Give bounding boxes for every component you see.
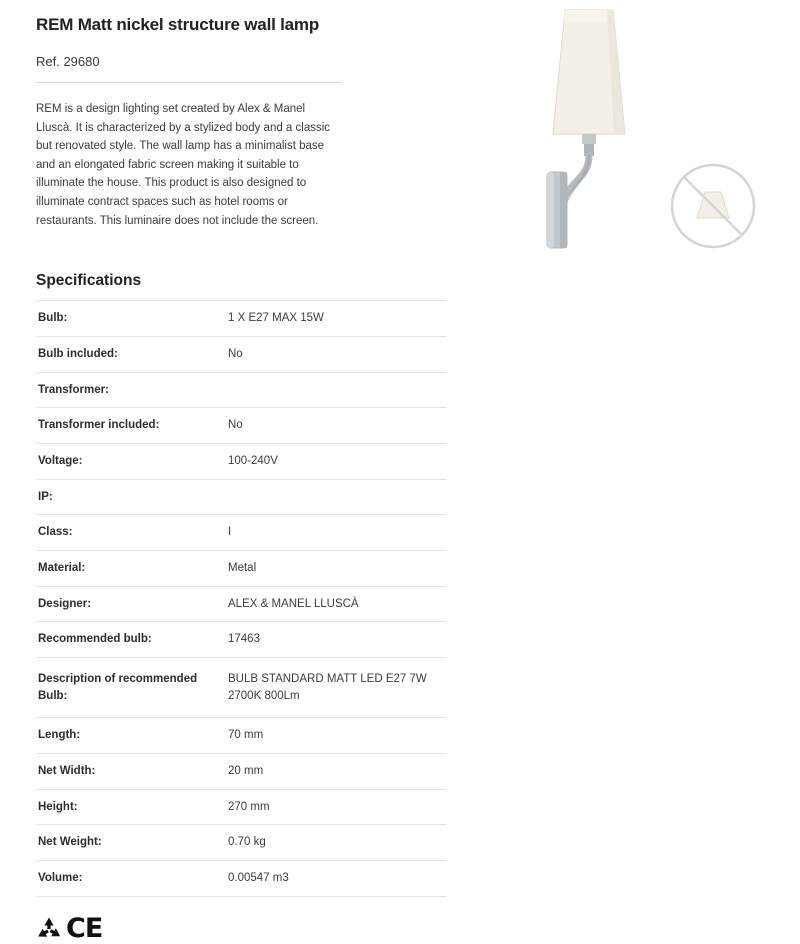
table-row	[36, 861, 446, 897]
spec-value: ALEX & MANEL LLUSCÀ	[228, 597, 359, 610]
specifications-table	[36, 300, 446, 896]
product-image-area	[462, 0, 782, 280]
spec-value: 1 X E27 MAX 15W	[228, 312, 324, 325]
spec-label: Class:	[38, 526, 73, 539]
spec-value: 20 mm	[228, 765, 264, 778]
spec-value	[228, 372, 446, 408]
table-row	[36, 336, 446, 372]
table-row	[36, 372, 446, 408]
recycle-icon	[36, 916, 62, 940]
spec-label: Transformer:	[38, 383, 109, 396]
table-row	[36, 515, 446, 551]
spec-label: Bulb:	[38, 312, 68, 325]
table-row	[36, 586, 446, 622]
page-title: REM Matt nickel structure wall lamp	[36, 15, 320, 34]
table-row	[36, 789, 446, 825]
table-row	[36, 718, 446, 754]
product-description: REM is a design lighting set created by Alex & Manel Lluscà. It is characterized by a stylized body and a classic but renovated style. The wall lamp has a minimalist base and an elongated fabric screen making it suitable to illuminate the house. This product is also designed to illuminate contract spaces such as hotel rooms or restaurants. This luminaire does not include the screen.	[36, 102, 331, 227]
product-reference: Ref. 29680	[36, 54, 341, 83]
table-row	[36, 479, 446, 515]
spec-label: Designer:	[38, 597, 92, 610]
ce-mark: CE	[66, 912, 103, 944]
wall-lamp-image	[504, 4, 684, 264]
spec-label: Length:	[38, 729, 81, 742]
spec-label: IP:	[38, 490, 53, 503]
spec-value: No	[228, 347, 243, 360]
spec-label: Recommended bulb:	[38, 633, 152, 646]
table-row	[36, 444, 446, 480]
spec-value: 17463	[228, 633, 260, 646]
spec-value: 0.70 kg	[228, 836, 266, 849]
table-row	[36, 301, 446, 337]
spec-label: Net Width:	[38, 765, 96, 778]
spec-value: 100-240V	[228, 455, 278, 467]
product-info-column	[36, 14, 346, 230]
table-row	[36, 408, 446, 444]
spec-label: Description of recommended Bulb:	[38, 673, 198, 702]
spec-label: Voltage:	[38, 455, 83, 467]
spec-value: BULB STANDARD MATT LED E27 7W 2700K 800Lm	[228, 673, 427, 702]
spec-label: Height:	[38, 800, 78, 813]
specifications-heading: Specifications	[36, 272, 142, 290]
table-row	[36, 658, 446, 718]
spec-value: I	[228, 526, 232, 539]
table-row	[36, 825, 446, 861]
spec-value: 0.00547 m3	[228, 872, 289, 885]
table-row	[36, 754, 446, 790]
certification-row	[36, 913, 764, 944]
spec-value: Metal	[228, 562, 257, 575]
spec-label: Material:	[38, 562, 86, 575]
spec-value: No	[228, 419, 243, 432]
shade-not-included-icon	[667, 160, 759, 252]
spec-label: Transformer included:	[38, 419, 160, 432]
spec-value	[228, 479, 446, 515]
spec-value: 70 mm	[228, 729, 264, 742]
spec-label: Net Weight:	[38, 836, 102, 849]
table-row	[36, 622, 446, 658]
spec-value: 270 mm	[228, 800, 270, 813]
spec-label: Volume:	[38, 872, 83, 885]
spec-label: Bulb included:	[38, 347, 118, 360]
table-row	[36, 551, 446, 587]
